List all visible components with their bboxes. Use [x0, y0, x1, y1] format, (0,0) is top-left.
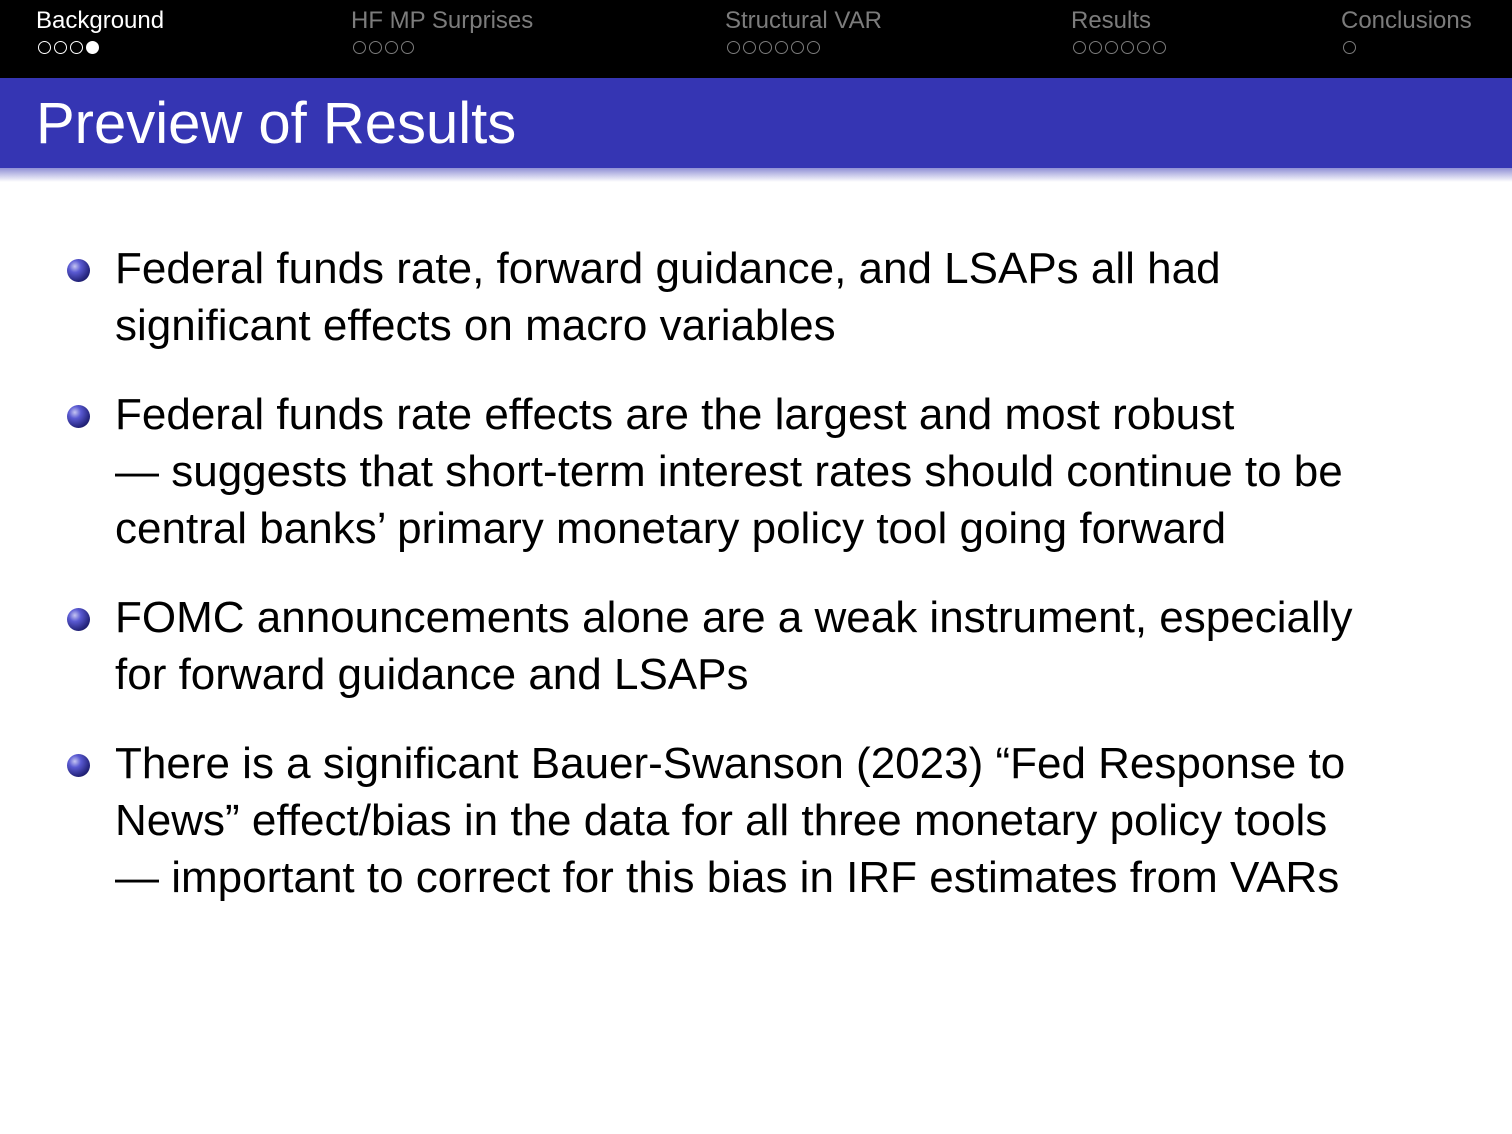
current-slide-dot[interactable] [86, 41, 99, 54]
nav-section-label[interactable]: Conclusions [1341, 7, 1472, 34]
bullet-text-line: Federal funds rate, forward guidance, and LSAPs all had [115, 244, 1221, 293]
nav-section-dots [353, 41, 533, 54]
list-item [0, 735, 1512, 906]
slide-dot[interactable] [1089, 41, 1102, 54]
list-item [0, 386, 1512, 557]
slide-dot[interactable] [807, 41, 820, 54]
slide-dot[interactable] [353, 41, 366, 54]
page-title: Preview of Results [36, 91, 517, 156]
nav-section-results[interactable] [1071, 6, 1166, 54]
slide-dot[interactable] [791, 41, 804, 54]
nav-section-label[interactable]: Structural VAR [725, 7, 882, 34]
slide-dot[interactable] [369, 41, 382, 54]
bullet-text-line: News” effect/bias in the data for all three monetary policy tools [115, 796, 1328, 845]
bullet-text-line: central banks’ primary monetary policy tool going forward [115, 504, 1227, 553]
slide-dot[interactable] [70, 41, 83, 54]
slide-dot[interactable] [1153, 41, 1166, 54]
nav-section-label[interactable]: HF MP Surprises [351, 7, 534, 34]
nav-section-label[interactable]: Background [36, 7, 165, 34]
slide-dot[interactable] [743, 41, 756, 54]
slide-dot[interactable] [1105, 41, 1118, 54]
slide-dot[interactable] [1073, 41, 1086, 54]
results-bullet-list [0, 240, 1512, 938]
bullet-text-line: There is a significant Bauer-Swanson (2023) “Fed Response to [115, 739, 1346, 788]
bullet-text-line: — important to correct for this bias in IRF estimates from VARs [115, 853, 1340, 902]
bullet-ball-icon [67, 608, 90, 631]
slide-dot[interactable] [775, 41, 788, 54]
bullet-text-line: — suggests that short-term interest rates should continue to be [115, 447, 1343, 496]
section-navigation-bar [0, 0, 1512, 78]
slide-dot[interactable] [38, 41, 51, 54]
slide-dot[interactable] [727, 41, 740, 54]
nav-section-background[interactable] [36, 6, 164, 54]
nav-section-label[interactable]: Results [1071, 7, 1152, 34]
nav-section-structural-var[interactable] [725, 6, 882, 54]
bullet-text-line: FOMC announcements alone are a weak instrument, especially [115, 593, 1353, 642]
slide-dot[interactable] [1137, 41, 1150, 54]
slide-dot[interactable] [401, 41, 414, 54]
slide-dot[interactable] [1121, 41, 1134, 54]
nav-section-dots [727, 41, 882, 54]
bullet-ball-icon [67, 754, 90, 777]
nav-section-dots [1343, 41, 1472, 54]
bullet-text-line: Federal funds rate effects are the largest and most robust [115, 390, 1235, 439]
slide-dot[interactable] [759, 41, 772, 54]
title-bar-shadow [0, 168, 1512, 182]
slide-dot[interactable] [1343, 41, 1356, 54]
list-item [0, 589, 1512, 703]
nav-section-dots [1073, 41, 1166, 54]
slide-dot[interactable] [385, 41, 398, 54]
slide-dot[interactable] [54, 41, 67, 54]
nav-section-dots [38, 41, 164, 54]
list-item [0, 240, 1512, 354]
bullet-ball-icon [67, 405, 90, 428]
nav-section-hf-mp-surprises[interactable] [351, 6, 533, 54]
nav-section-conclusions[interactable] [1341, 6, 1472, 54]
bullet-ball-icon [67, 259, 90, 282]
bullet-text-line: for forward guidance and LSAPs [115, 650, 749, 699]
bullet-text-line: significant effects on macro variables [115, 301, 836, 350]
